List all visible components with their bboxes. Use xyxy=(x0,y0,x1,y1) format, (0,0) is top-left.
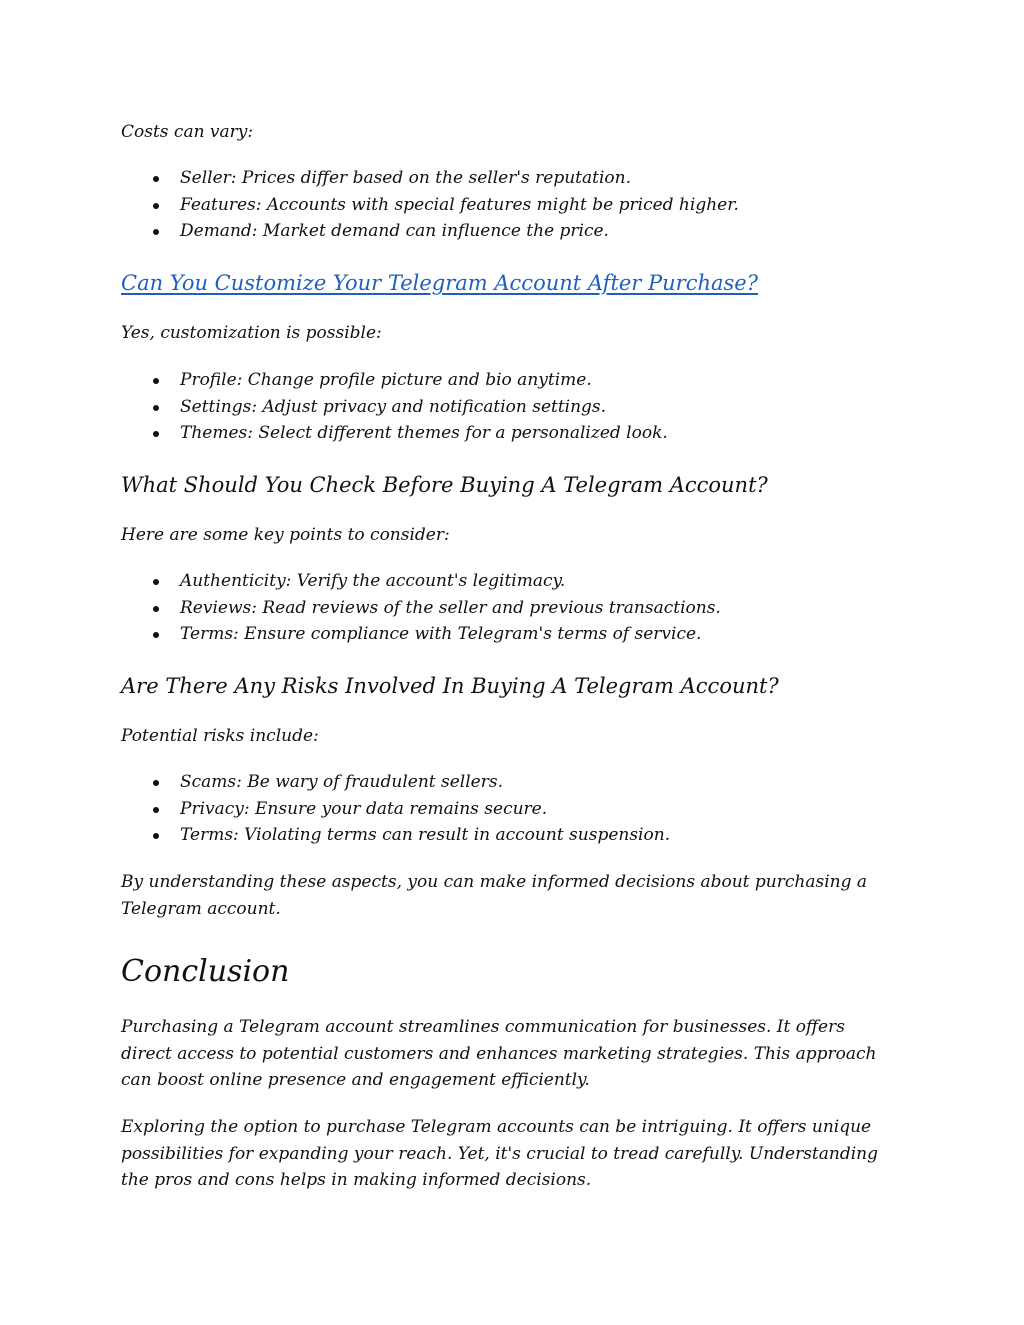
list-item: Profile: Change profile picture and bio anytime. xyxy=(121,367,668,394)
list-item: Terms: Violating terms can result in account suspension. xyxy=(121,822,670,849)
risks-heading: Are There Any Risks Involved In Buying A Telegram Account? xyxy=(121,674,779,698)
customize-intro: Yes, customization is possible: xyxy=(121,323,382,343)
costs-list xyxy=(121,165,739,245)
conclusion-heading: Conclusion xyxy=(121,954,290,989)
bullet-icon xyxy=(153,579,159,585)
list-item: Authenticity: Verify the account's legitimacy. xyxy=(121,568,721,595)
list-item: Terms: Ensure compliance with Telegram's terms of service. xyxy=(121,621,721,648)
bullet-icon xyxy=(153,606,159,612)
check-list xyxy=(121,568,721,648)
conclusion-paragraph-1: Purchasing a Telegram account streamlines communication for businesses. It offers direct access to potential customers and enhances marketing strategies. This approach can boost online presence and engagement efficiently. xyxy=(121,1017,877,1090)
bullet-icon xyxy=(153,405,159,411)
bullet-icon xyxy=(153,229,159,235)
bullet-icon xyxy=(153,176,159,182)
risks-intro: Potential risks include: xyxy=(121,726,319,746)
customize-list xyxy=(121,367,668,447)
check-intro: Here are some key points to consider: xyxy=(121,525,450,545)
list-item: Scams: Be wary of fraudulent sellers. xyxy=(121,769,670,796)
conclusion-paragraph-2: Exploring the option to purchase Telegram accounts can be intriguing. It offers unique possibilities for expanding your reach. Yet, it's crucial to tread carefully. Understanding the pros and cons helps in making informed decisions. xyxy=(121,1117,878,1190)
bullet-icon xyxy=(153,203,159,209)
bullet-icon xyxy=(153,780,159,786)
risks-list xyxy=(121,769,670,849)
check-heading: What Should You Check Before Buying A Telegram Account? xyxy=(121,473,768,497)
list-item: Privacy: Ensure your data remains secure. xyxy=(121,796,670,823)
costs-intro: Costs can vary: xyxy=(121,122,254,142)
bullet-icon xyxy=(153,632,159,638)
list-item: Demand: Market demand can influence the price. xyxy=(121,218,739,245)
list-item: Settings: Adjust privacy and notification settings. xyxy=(121,394,668,421)
bullet-icon xyxy=(153,431,159,437)
list-item: Features: Accounts with special features might be priced higher. xyxy=(121,192,739,219)
list-item: Themes: Select different themes for a personalized look. xyxy=(121,420,668,447)
list-item: Seller: Prices differ based on the seller's reputation. xyxy=(121,165,739,192)
bullet-icon xyxy=(153,833,159,839)
customize-heading-link[interactable]: Can You Customize Your Telegram Account After Purchase? xyxy=(121,271,758,295)
risks-summary: By understanding these aspects, you can make informed decisions about purchasing a Telegram account. xyxy=(121,872,868,919)
list-item: Reviews: Read reviews of the seller and previous transactions. xyxy=(121,595,721,622)
bullet-icon xyxy=(153,807,159,813)
bullet-icon xyxy=(153,378,159,384)
